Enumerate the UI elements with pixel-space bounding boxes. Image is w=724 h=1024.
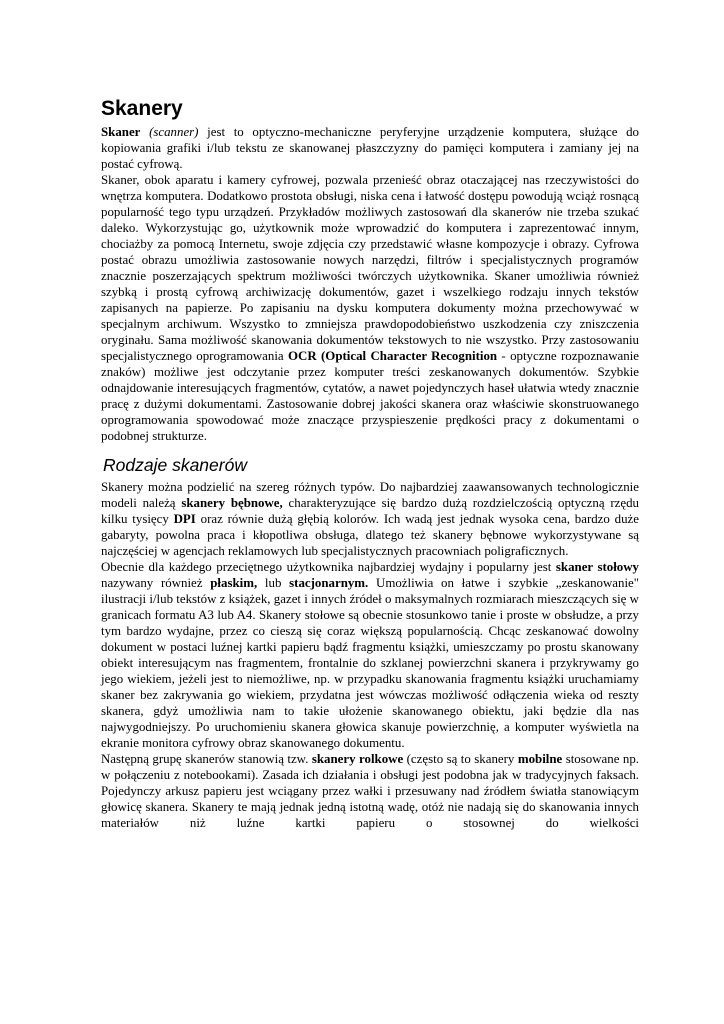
intro-text: jest to optyczno-mechaniczne peryferyjne urządzenie komputera, służące do kopiowania grafiki i/lub tekstu ze skanowanej płaszczyzny do pamięci komputera i zamiany jej na postać cyfrową.	[101, 125, 639, 171]
paragraph-drum-scanners	[101, 479, 639, 559]
paragraph-uses-text-2: - optyczne rozpoznawanie znaków) możliwe jest odczytanie przez komputer treści zeskanowanych dokumentów. Szybkie odnajdowanie interesujących fragmentów, cytatów, a nawet pojedynczych haseł ułatwia wtedy znacznie pracę z dużymi dokumentami. Zastosowanie dobrej jakości skanera oraz właściwie skonstruowanego oprogramowania spowodować może znaczące przyspieszenie prędkości pracy z dokumentami o podobnej strukturze.	[101, 349, 640, 443]
text-segment: Obecnie dla każdego przeciętnego użytkownika najbardziej wydajny i popularny jest	[101, 560, 556, 574]
paragraph-uses-text-1: Skaner, obok aparatu i kamery cyfrowej, pozwala przenieść obraz otaczającej nas rzeczywistości do wnętrza komputera. Dodatkowo prostota obsługi, niska cena i łatwość dostępu powodują wciąż rosnącą popularność tego typu urządzeń. Przykładów możliwych zastosowań dla skanerów nie trzeba szukać daleko. Wykorzystując go, użytkownik może wprowadzić do komputera i zaprezentować innym, chociażby za pomocą Internetu, swoje zdjęcia czy przedstawić własne kompozycje i obrazy. Cyfrowa postać obrazu umożliwia zastosowanie nowych narzędzi, filtrów i specjalistycznych programów znacznie poszerzających spektrum możliwości twórczych użytkownika. Skaner umożliwia również szybką i prostą cyfrową archiwizację dokumentów, gazet i wszelkiego rodzaju innych tekstów zapisanych na papierze. Po zapisaniu na dysku komputera dokumenty można przechowywać w specjalnym archiwum. Wszystko to zmniejsza prawdopodobieństwo uszkodzenia czy zniszczenia oryginału. Sama możliwość skanowania dokumentów tekstowych to nie wszystko. Przy zastosowaniu specjalistycznego oprogramowania	[101, 173, 639, 363]
section-heading: Rodzaje skanerów	[103, 455, 247, 475]
term-roller-scanners: skanery rolkowe	[311, 752, 404, 766]
term-english: (scanner)	[149, 125, 199, 139]
text-segment: (często są to skanery	[403, 752, 518, 766]
term-drum-scanners: skanery bębnowe,	[181, 496, 283, 510]
term-flatbed-scanner: skaner stołowy	[555, 560, 639, 574]
term-flat: płaskim,	[210, 576, 258, 590]
paragraph-flatbed-scanners	[101, 559, 639, 751]
text-segment: nazywany również	[101, 576, 211, 590]
paragraph-roller-scanners	[101, 751, 639, 831]
intro-paragraph	[101, 124, 639, 172]
text-segment: oraz równie dużą głębią kolorów. Ich wadą jest jednak wysoka cena, bardzo duże gabaryty, powolna praca i kłopotliwa obsługa, dlatego też skanery bębnowe wykorzystywane są najczęściej w agencjach reklamowych lub specjalistycznych pracowniach poligraficznych.	[101, 512, 639, 558]
term-mobile: mobilne	[517, 752, 563, 766]
document-page	[101, 96, 639, 831]
text-segment: stosowane np. w połączeniu z notebookami). Zasada ich działania i obsługi jest podobna jak w tradycyjnych faksach. Pojedynczy arkusz papieru jest wciągany przez wałki i przesuwany nad źródłem światła stanowiącym głowicę skanera. Skanery te mają jednak jedną istotną wadę, otóż nie nadają się do skanowania innych materiałów niż luźne kartki papieru o stosownej do wielkości	[101, 752, 639, 830]
text-segment: charakteryzujące się bardzo dużą rozdzielczością optyczną rzędu kilku tysięcy	[101, 496, 639, 526]
text-segment: Umożliwia on łatwe i szybkie „zeskanowanie" ilustracji i/lub tekstów z książek, gazet i innych źródeł o maksymalnych rozmiarach mieszczących się w granicach formatu A3 lub A4. Skanery stołowe są obecnie stosunkowo tanie i proste w obsłudze, a przy tym bardzo wydajne, przez co cieszą się coraz większą popularnością. Chcąc zeskanować dowolny dokument w postaci luźnej kartki papieru bądź fragmentu książki, umieszczamy po prostu skanowany obiekt interesującym nas fragmentem, frontalnie do szklanej powierzchni skanera i przykrywamy go jego wiekiem, jeżeli jest to niemożliwe, np. w przypadku skanowania fragmentu książki uruchamiamy skaner bez zakrywania go wiekiem, przydatna jest wówczas możliwość odłączenia wieka od reszty skanera, gdyż umożliwia nam to takie ułożenie skanowanego obiektu, jaki będzie dla nas najwygodniejszy. Po uruchomieniu skanera głowica skanuje powierzchnię, a komputer wyświetla na ekranie monitora cyfrowy obraz skanowanego dokumentu.	[101, 576, 640, 750]
text-segment: Skanery można podzielić na szereg różnych typów. Do najbardziej zaawansowanych technologicznie modeli należą	[101, 480, 639, 510]
ocr-term: OCR (Optical Character Recognition	[288, 349, 498, 363]
paragraph-uses	[101, 172, 639, 444]
term-stationary: stacjonarnym.	[289, 576, 369, 590]
text-segment: lub	[257, 576, 290, 590]
page-title: Skanery	[101, 97, 183, 120]
term-skaner: Skaner	[101, 125, 141, 139]
text-segment: Następną grupę skanerów stanowią tzw.	[101, 752, 312, 766]
term-dpi: DPI	[173, 512, 196, 526]
